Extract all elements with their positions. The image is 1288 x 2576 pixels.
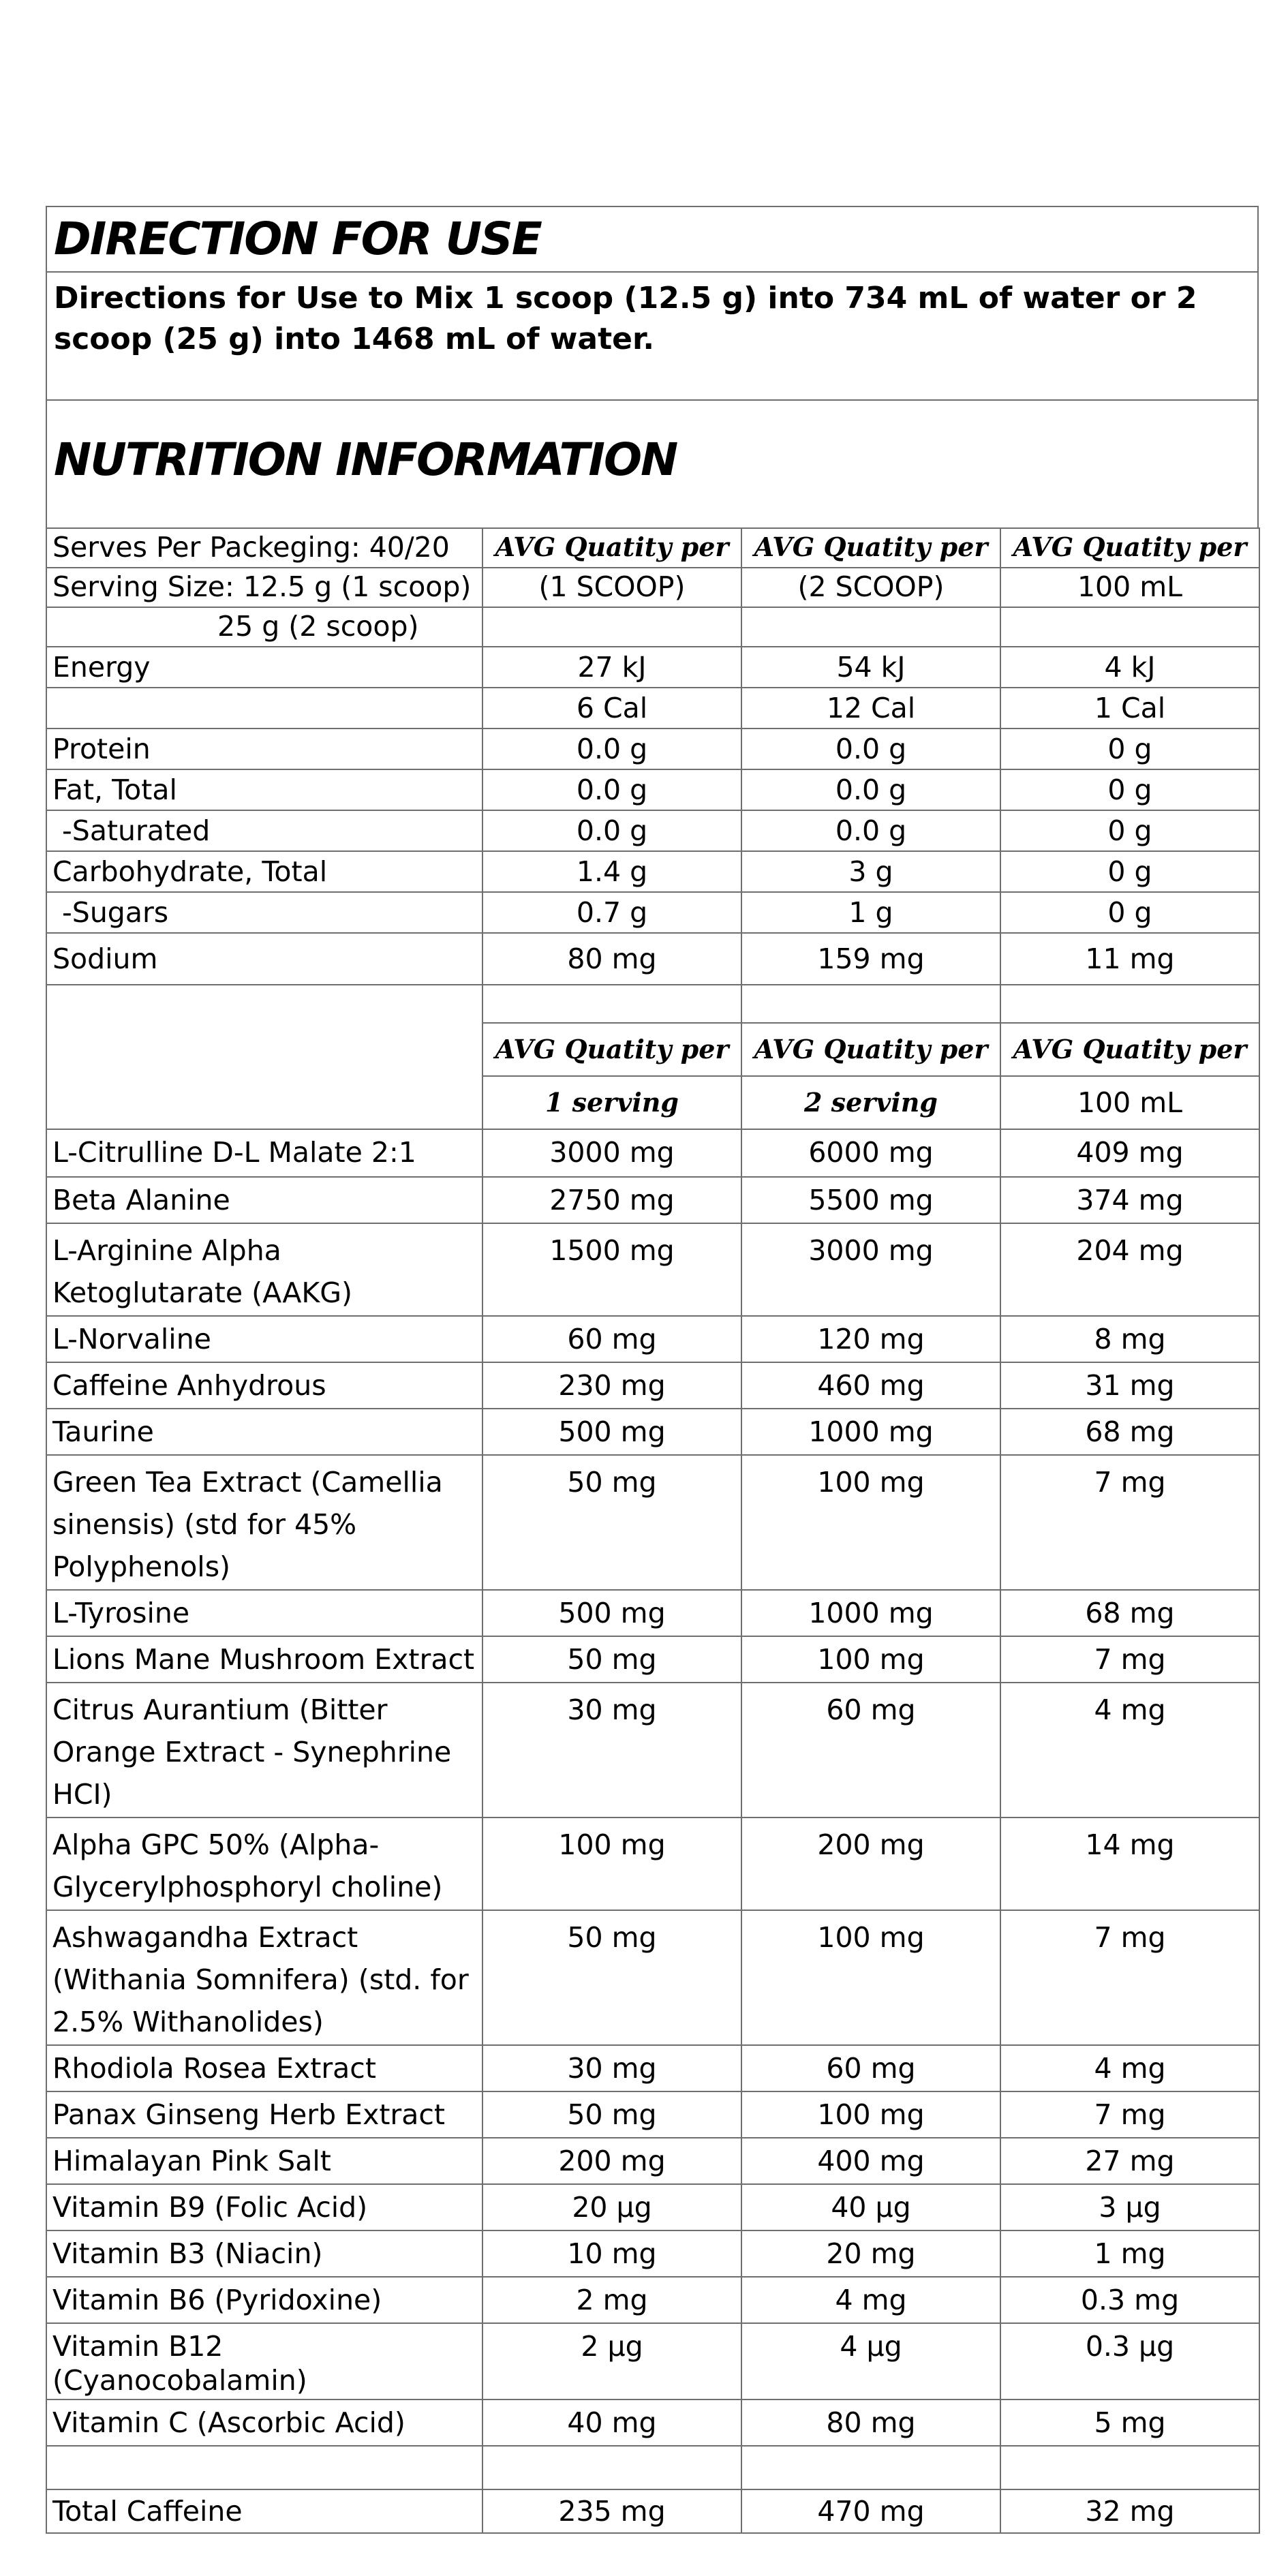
total-caffeine-label: Total Caffeine [46,2489,482,2533]
nutrition-value-3: 0 g [1000,851,1259,892]
ingredient-value-1: 30 mg [482,2045,741,2091]
empty-cell [482,2446,741,2489]
ingredient-value-1: 50 mg [482,1455,741,1590]
ingredient-label: Beta Alanine [46,1177,482,1223]
ingredient-label: Alpha GPC 50% (Alpha-Glycerylphosphoryl choline) [46,1818,482,1910]
col-sub-1: (1 SCOOP) [482,568,741,607]
nutrition-row [46,729,1259,769]
nutrition-label: -Sugars [46,892,482,933]
ingredient-value-2: 460 mg [741,1362,1000,1409]
nutrition-value-1: 0.0 g [482,810,741,851]
ingredient-value-3: 4 mg [1000,1683,1259,1818]
nutrition-value-1: 1.4 g [482,851,741,892]
nutrition-value-3: 4 kJ [1000,647,1259,688]
ingredient-label: L-Norvaline [46,1316,482,1362]
nutrition-value-2: 0.0 g [741,810,1000,851]
col-head-1: AVG Quatity per [482,528,741,568]
ingredient-label: Lions Mane Mushroom Extract [46,1636,482,1683]
ingredient-label: Caffeine Anhydrous [46,1362,482,1409]
nutrition-label [46,688,482,729]
ingredient-value-1: 230 mg [482,1362,741,1409]
ingredient-value-2: 400 mg [741,2138,1000,2184]
ingredient-value-3: 0.3 µg [1000,2323,1259,2399]
ingredient-value-1: 100 mg [482,1818,741,1910]
ingredient-row [46,2230,1259,2277]
ingredient-value-2: 60 mg [741,1683,1000,1818]
ingredient-value-2: 1000 mg [741,1409,1000,1455]
ingredient-value-1: 40 mg [482,2399,741,2446]
ingredient-value-2: 200 mg [741,1818,1000,1910]
ingredient-label: L-Arginine Alpha Ketoglutarate (AAKG) [46,1223,482,1316]
ingredient-value-3: 374 mg [1000,1177,1259,1223]
label-sheet [46,206,1259,2534]
ingredient-row [46,1818,1259,1910]
ingredient-value-3: 8 mg [1000,1316,1259,1362]
ingredient-value-1: 60 mg [482,1316,741,1362]
ingredient-label: L-Tyrosine [46,1590,482,1636]
serves-per-pack: Serves Per Packeging: 40/20 [46,528,482,568]
nutrition-value-1: 27 kJ [482,647,741,688]
ingredient-value-1: 1500 mg [482,1223,741,1316]
empty-cell [1000,985,1259,1023]
ing-sub-2: 2 serving [741,1076,1000,1129]
ingredient-label: Panax Ginseng Herb Extract [46,2091,482,2138]
direction-title: DIRECTION FOR USE [47,207,1257,273]
ingredient-row [46,2184,1259,2230]
ingredient-value-2: 100 mg [741,1636,1000,1683]
ingredient-value-1: 500 mg [482,1409,741,1455]
nutrition-value-3: 0 g [1000,769,1259,810]
total-caffeine-v1: 235 mg [482,2489,741,2533]
ingredient-value-3: 68 mg [1000,1590,1259,1636]
ingredients-table [46,984,1260,2534]
nutrition-label: Protein [46,729,482,769]
ingredient-value-2: 20 mg [741,2230,1000,2277]
ingredient-row [46,1177,1259,1223]
nutrition-label: Fat, Total [46,769,482,810]
ingredient-row [46,1455,1259,1590]
nutrition-value-1: 0.0 g [482,729,741,769]
nutrition-value-3: 0 g [1000,892,1259,933]
ingredient-value-1: 10 mg [482,2230,741,2277]
ingredient-label: Green Tea Extract (Camellia sinensis) (std for 45% Polyphenols) [46,1455,482,1590]
direction-section [46,206,1259,401]
nutrition-row [46,892,1259,933]
ingredient-value-3: 204 mg [1000,1223,1259,1316]
ingredient-value-3: 3 µg [1000,2184,1259,2230]
ingredient-value-3: 4 mg [1000,2045,1259,2091]
ingredient-value-2: 1000 mg [741,1590,1000,1636]
ingredient-value-2: 3000 mg [741,1223,1000,1316]
ingredient-value-1: 50 mg [482,1910,741,2045]
ingredient-value-2: 4 mg [741,2277,1000,2323]
ingredient-label: Citrus Aurantium (Bitter Orange Extract - Synephrine HCI) [46,1683,482,1818]
ingredient-label: Himalayan Pink Salt [46,2138,482,2184]
ingredient-row [46,1910,1259,2045]
ingredient-row [46,2091,1259,2138]
nutrition-row [46,810,1259,851]
ingredient-value-2: 100 mg [741,1910,1000,2045]
nutrition-value-1: 0.0 g [482,769,741,810]
nutrition-value-3: 11 mg [1000,933,1259,985]
ing-head-1: AVG Quatity per [482,1023,741,1076]
nutrition-value-2: 54 kJ [741,647,1000,688]
ingredient-value-2: 100 mg [741,2091,1000,2138]
ing-sub-3: 100 mL [1000,1076,1259,1129]
ingredient-value-2: 100 mg [741,1455,1000,1590]
nutrition-table [46,527,1260,985]
col-sub-2: (2 SCOOP) [741,568,1000,607]
col-head-3: AVG Quatity per [1000,528,1259,568]
nutrition-value-2: 12 Cal [741,688,1000,729]
ingredient-row [46,2138,1259,2184]
ingredient-value-2: 40 µg [741,2184,1000,2230]
ingredient-value-1: 50 mg [482,1636,741,1683]
ingredient-value-3: 5 mg [1000,2399,1259,2446]
nutrition-value-2: 159 mg [741,933,1000,985]
ingredient-value-3: 1 mg [1000,2230,1259,2277]
ing-sub-1: 1 serving [482,1076,741,1129]
serving-size: Serving Size: 12.5 g (1 scoop) [46,568,482,607]
col-head-2: AVG Quatity per [741,528,1000,568]
ingredient-row [46,2323,1259,2399]
empty-cell [741,607,1000,647]
ingredient-label: L-Citrulline D-L Malate 2:1 [46,1129,482,1177]
nutrition-value-3: 0 g [1000,810,1259,851]
empty-cell [482,985,741,1023]
ingredient-rows [46,1129,1259,2446]
ingredient-row [46,2277,1259,2323]
ingredient-value-3: 0.3 mg [1000,2277,1259,2323]
ingredient-row [46,1223,1259,1316]
ingredient-value-3: 409 mg [1000,1129,1259,1177]
nutrition-title: NUTRITION INFORMATION [46,401,1259,529]
ingredient-row [46,1129,1259,1177]
ingredient-value-3: 27 mg [1000,2138,1259,2184]
ingredient-label: Vitamin B6 (Pyridoxine) [46,2277,482,2323]
nutrition-rows [46,647,1259,985]
nutrition-value-2: 0.0 g [741,729,1000,769]
ingredient-row [46,2399,1259,2446]
nutrition-label: Carbohydrate, Total [46,851,482,892]
ingredient-value-3: 14 mg [1000,1818,1259,1910]
nutrition-label: Energy [46,647,482,688]
nutrition-value-1: 0.7 g [482,892,741,933]
ingredient-label: Vitamin C (Ascorbic Acid) [46,2399,482,2446]
ingredient-value-2: 6000 mg [741,1129,1000,1177]
ingredient-label: Taurine [46,1409,482,1455]
nutrition-label: Sodium [46,933,482,985]
ingredient-value-2: 4 µg [741,2323,1000,2399]
ingredient-value-1: 30 mg [482,1683,741,1818]
ing-head-2: AVG Quatity per [741,1023,1000,1076]
empty-cell [741,985,1000,1023]
ingredient-value-1: 20 µg [482,2184,741,2230]
ingredient-row [46,1683,1259,1818]
empty-cell [741,2446,1000,2489]
ingredient-value-2: 5500 mg [741,1177,1000,1223]
empty-cell [46,2446,482,2489]
nutrition-value-2: 0.0 g [741,769,1000,810]
nutrition-row [46,851,1259,892]
nutrition-row [46,647,1259,688]
direction-text: Directions for Use to Mix 1 scoop (12.5 g) into 734 mL of water or 2 scoop (25 g) into 1468 mL of water. [54,281,1197,356]
ingredient-value-3: 7 mg [1000,2091,1259,2138]
ingredient-value-1: 2 µg [482,2323,741,2399]
ingredient-value-1: 2750 mg [482,1177,741,1223]
nutrition-value-1: 6 Cal [482,688,741,729]
ingredient-label: Ashwagandha Extract (Withania Somnifera) (std. for 2.5% Withanolides) [46,1910,482,2045]
ingredient-row [46,2045,1259,2091]
nutrition-value-2: 1 g [741,892,1000,933]
nutrition-row [46,688,1259,729]
ingredient-value-3: 7 mg [1000,1910,1259,2045]
total-caffeine-v2: 470 mg [741,2489,1000,2533]
nutrition-value-3: 0 g [1000,729,1259,769]
ingredient-row [46,1362,1259,1409]
ingredient-label: Vitamin B9 (Folic Acid) [46,2184,482,2230]
nutrition-label: -Saturated [46,810,482,851]
ingredient-value-2: 80 mg [741,2399,1000,2446]
nutrition-row [46,933,1259,985]
nutrition-value-1: 80 mg [482,933,741,985]
ingredient-value-3: 7 mg [1000,1636,1259,1683]
ingredient-value-3: 68 mg [1000,1409,1259,1455]
nutrition-row [46,769,1259,810]
ingredient-value-1: 200 mg [482,2138,741,2184]
empty-cell [1000,607,1259,647]
empty-cell [482,607,741,647]
ingredient-value-1: 500 mg [482,1590,741,1636]
ingredients-blank-cell [46,985,482,1129]
ingredient-value-3: 31 mg [1000,1362,1259,1409]
ingredient-value-1: 3000 mg [482,1129,741,1177]
ingredient-row [46,1316,1259,1362]
ingredient-value-2: 60 mg [741,2045,1000,2091]
empty-cell [1000,2446,1259,2489]
nutrition-value-3: 1 Cal [1000,688,1259,729]
ingredient-row [46,1636,1259,1683]
ingredient-row [46,1590,1259,1636]
ing-head-3: AVG Quatity per [1000,1023,1259,1076]
ingredient-label: Vitamin B3 (Niacin) [46,2230,482,2277]
ingredient-row [46,1409,1259,1455]
nutrition-value-2: 3 g [741,851,1000,892]
ingredient-value-2: 120 mg [741,1316,1000,1362]
col-sub-3: 100 mL [1000,568,1259,607]
ingredient-label: Rhodiola Rosea Extract [46,2045,482,2091]
ingredient-label: Vitamin B12 (Cyanocobalamin) [46,2323,482,2399]
ingredient-value-1: 2 mg [482,2277,741,2323]
serving-size-2: 25 g (2 scoop) [46,607,482,647]
total-caffeine-v3: 32 mg [1000,2489,1259,2533]
ingredient-value-3: 7 mg [1000,1455,1259,1590]
ingredient-value-1: 50 mg [482,2091,741,2138]
